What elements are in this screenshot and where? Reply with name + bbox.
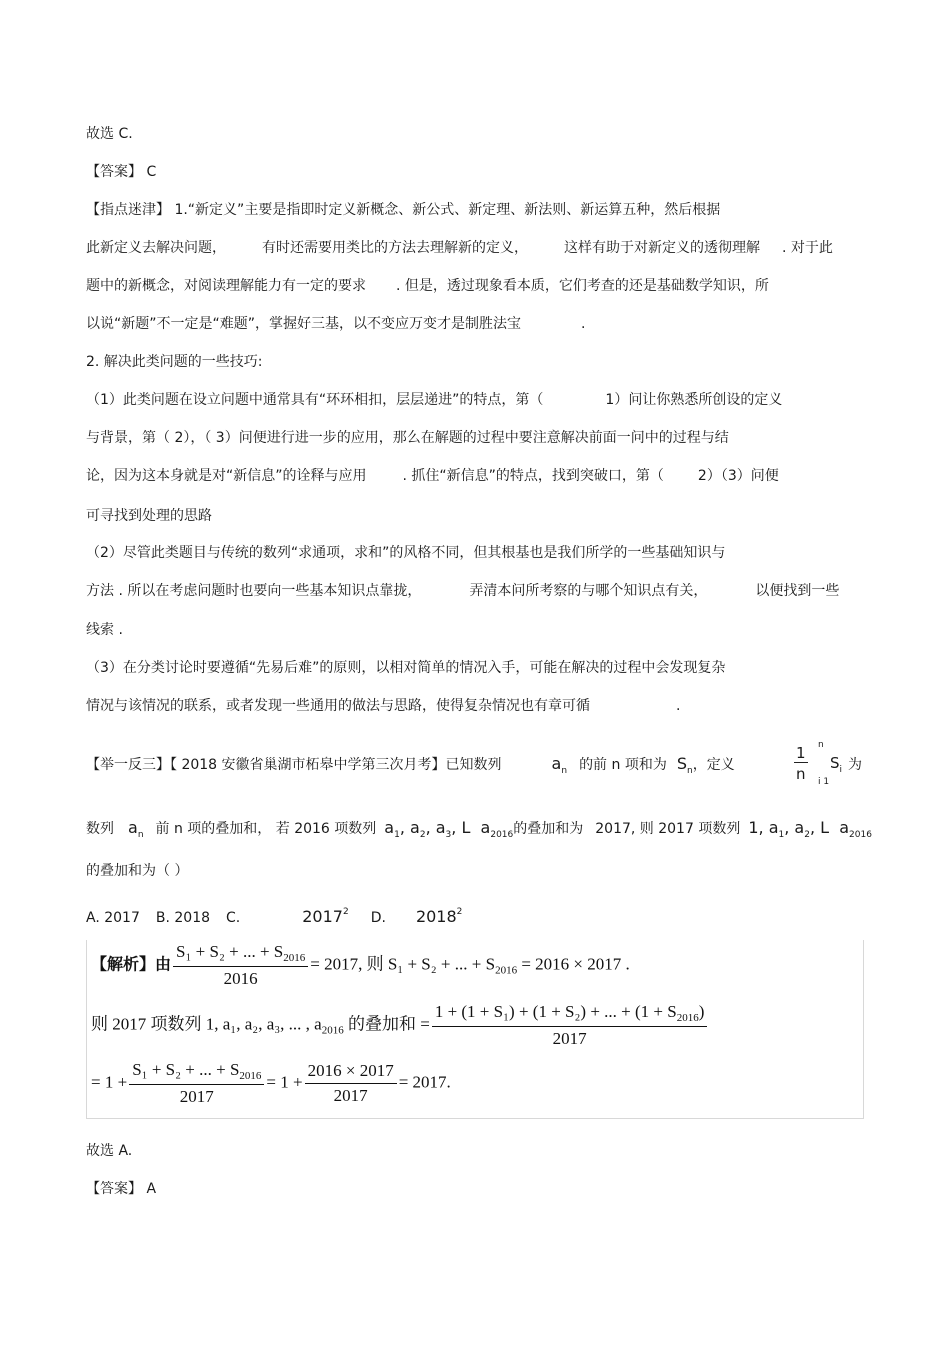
final-choice-line: 故选 A. xyxy=(86,1143,133,1159)
tips-para-2-line-3: 线索 . xyxy=(86,622,123,638)
math-a-n: $a_n$ xyxy=(551,754,568,776)
sequence-2017: 1, $a_1$, $a_2$, L $a_{2016}$ xyxy=(748,818,872,840)
final-answer-line: 【答案】 A xyxy=(86,1181,157,1197)
sequence-2016: $a_1$, $a_2$, $a_3$, L $a_{2016}$ xyxy=(384,818,514,840)
solution-row-1: 【解析】由 $\frac{S_1 + S_2 + ... + S_{2016}}{2016}$ = 2017, 则 S₁ + S₂ + ... + $S_{2016} = 2016 \times 2017$ . xyxy=(91,942,630,988)
tips-para-2-line-2: 方法 . 所以在考虑问题时也要向一些基本知识点靠拢， 弄清本问所考察的与哪个知识点有关， 以便找到一些 xyxy=(86,583,840,599)
example-line-3: 的叠加和为（ ） xyxy=(86,863,189,879)
tips-para-1-line-4: 可寻找到处理的思路 xyxy=(86,508,212,524)
tips-line-2: 此新定义去解决问题， 有时还需要用类比的方法去理解新的定义， 这样有助于对新定义的透彻理解 . 对于此 xyxy=(86,240,833,256)
tips-para-1-line-2: 与背景，第（ 2），（ 3）问便进行进一步的应用，那么在解题的过程中要注意解决前面一问中的过程与结 xyxy=(86,430,729,446)
tips-line-1: 【指点迷津】 1.“新定义”主要是指即时定义新概念、新公式、新定理、新法则、新运算五种，然后根据 xyxy=(86,202,721,218)
solution-row-3: = 1 + $\frac{S_1 + S_2 + ... + S_{2016}}{2017}$ = 1 + $\frac{2016 \times 2017}{2017}$ = 2017. xyxy=(91,1060,451,1106)
option-d-label: D. xyxy=(370,910,386,926)
option-c-value: 2017$^2$ xyxy=(302,907,349,926)
math-s-n: $S_n$ xyxy=(676,754,693,776)
example-options xyxy=(86,902,462,928)
tips-para-3-line-1: （3）在分类讨论时要遵循“先易后难”的原则，以相对简单的情况入手，可能在解决的过程中会发现复杂 xyxy=(86,660,726,676)
option-d-value: 2018$^2$ xyxy=(415,907,463,926)
solution-box xyxy=(86,940,864,1119)
option-a: A. 2017 xyxy=(86,910,140,926)
tips-para-3-line-2: 情况与该情况的联系，或者发现一些通用的做法与思路，使得复杂情况也有章可循 . xyxy=(86,698,681,714)
tips-line-3: 题中的新概念，对阅读理解能力有一定的要求 . 但是，透过现象看本质，它们考查的还是基础数学知识，所 xyxy=(86,278,769,294)
answer-choice-line: 故选 C. xyxy=(86,126,133,142)
option-c-label: C. xyxy=(226,910,241,926)
solution-row-2: 则 2017 项数列 1, a₁, a₂, a₃, ... , $a_{2016}$ 的叠加和 = $\frac{1 + (1 + S_1) + (1 + S_2) + ... + (1 + S_{2016})}{2017}$ xyxy=(91,1002,709,1049)
example-line-2: 数列 $a_n$ 前 n 项的叠加和， 若 2016 项数列 $a_1$, $a_2$, $a_3$, L $a_{2016}$的叠加和为 2017, 则 2017 项数列 1, $a_1$, $a_2$, L $a_{2016}$ xyxy=(86,818,872,840)
definition-formula: n 1 n i 1 $S_i$ 为 xyxy=(796,740,862,787)
tips-para-1-line-1: （1）此类问题在设立问题中通常具有“环环相扣，层层递进”的特点，第（ 1）问让你熟悉所创设的定义 xyxy=(86,392,783,408)
example-line-1: 【举一反三】【 2018 安徽省巢湖市柘皋中学第三次月考】已知数列 $a_n$ 的前 n 项和为 $S_n$，定义 xyxy=(86,754,735,776)
tips-line-4: 以说“新题”不一定是“难题”，掌握好三基，以不变应万变才是制胜法宝 . xyxy=(86,316,586,332)
answer-line: 【答案】 C xyxy=(86,164,157,180)
tips-para-2-line-1: （2）尽管此类题目与传统的数列“求通项，求和”的风格不同，但其根基也是我们所学的一些基础知识与 xyxy=(86,545,726,561)
option-b: B. 2018 xyxy=(155,910,211,926)
tips-heading-2: 2. 解决此类问题的一些技巧: xyxy=(86,354,263,370)
tips-para-1-line-3: 论，因为这本身就是对“新信息”的诠释与应用 . 抓住“新信息”的特点，找到突破口，第（ 2）（3）问便 xyxy=(86,468,779,484)
